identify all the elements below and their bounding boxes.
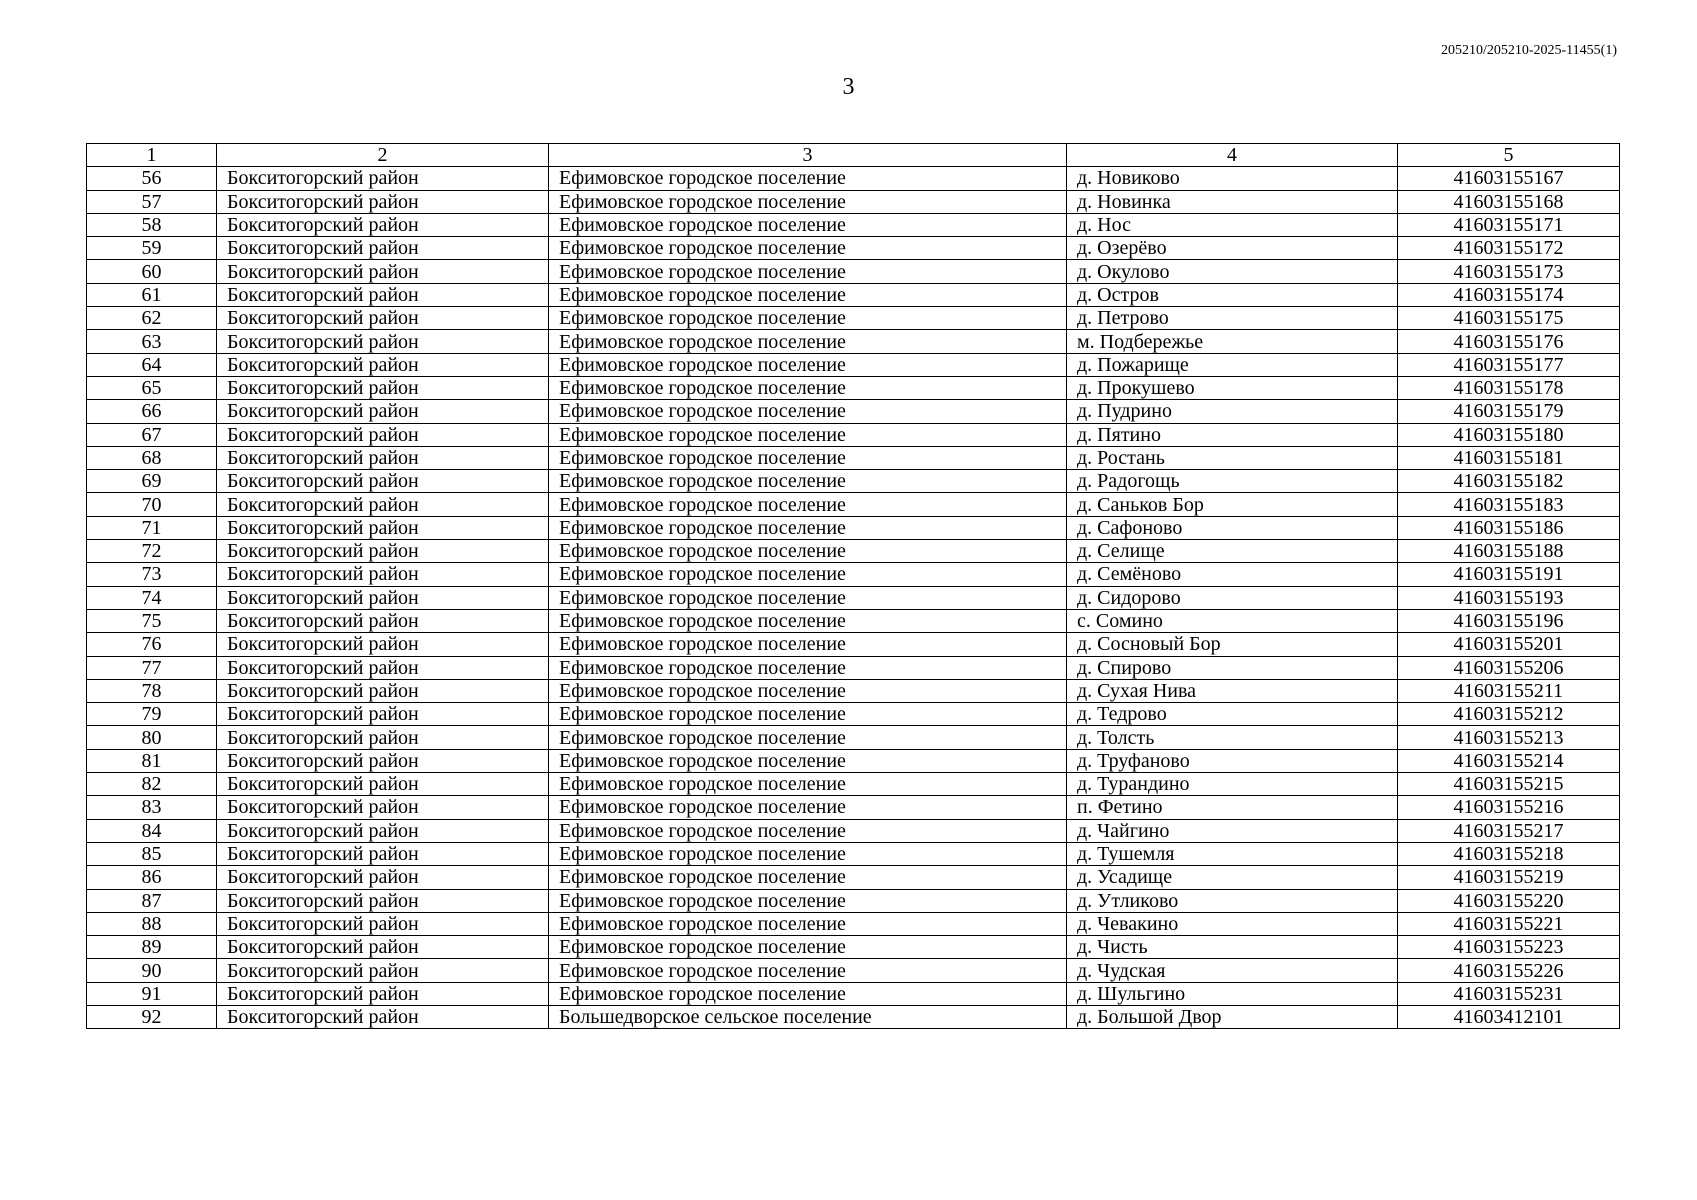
row-number: 75 [87,609,217,632]
locality-name: д. Нос [1067,213,1398,236]
settlement-name: Ефимовское городское поселение [549,842,1067,865]
table-row [87,866,1620,889]
settlement-name: Ефимовское городское поселение [549,190,1067,213]
settlement-name: Ефимовское городское поселение [549,307,1067,330]
table-row [87,703,1620,726]
settlement-name: Ефимовское городское поселение [549,400,1067,423]
oktmo-code: 41603155220 [1398,889,1620,912]
district-name: Бокситогорский район [217,237,549,260]
district-name: Бокситогорский район [217,376,549,399]
locality-name: д. Окулово [1067,260,1398,283]
table-row [87,167,1620,190]
district-name: Бокситогорский район [217,773,549,796]
settlement-name: Ефимовское городское поселение [549,540,1067,563]
settlement-name: Ефимовское городское поселение [549,819,1067,842]
oktmo-code: 41603155183 [1398,493,1620,516]
locality-name: д. Сидорово [1067,586,1398,609]
locality-name: м. Подбережье [1067,330,1398,353]
locality-name: д. Пудрино [1067,400,1398,423]
table-row [87,586,1620,609]
settlement-name: Ефимовское городское поселение [549,330,1067,353]
settlement-name: Ефимовское городское поселение [549,912,1067,935]
row-number: 67 [87,423,217,446]
oktmo-code: 41603155231 [1398,982,1620,1005]
column-header-1: 1 [87,144,217,167]
table-row [87,330,1620,353]
table-row [87,470,1620,493]
oktmo-code: 41603155176 [1398,330,1620,353]
oktmo-code: 41603155193 [1398,586,1620,609]
oktmo-code: 41603155214 [1398,749,1620,772]
row-number: 69 [87,470,217,493]
settlement-name: Ефимовское городское поселение [549,889,1067,912]
district-name: Бокситогорский район [217,679,549,702]
locality-name: д. Сафоново [1067,516,1398,539]
settlement-name: Ефимовское городское поселение [549,493,1067,516]
oktmo-code: 41603155201 [1398,633,1620,656]
oktmo-code: 41603155167 [1398,167,1620,190]
table-row [87,889,1620,912]
table-row [87,982,1620,1005]
district-name: Бокситогорский район [217,936,549,959]
settlement-name: Большедворское сельское поселение [549,1005,1067,1028]
district-name: Бокситогорский район [217,912,549,935]
table-row [87,400,1620,423]
settlement-name: Ефимовское городское поселение [549,213,1067,236]
row-number: 60 [87,260,217,283]
oktmo-code: 41603155213 [1398,726,1620,749]
table-row [87,540,1620,563]
locality-name: с. Сомино [1067,609,1398,632]
table-row [87,819,1620,842]
row-number: 59 [87,237,217,260]
district-name: Бокситогорский район [217,656,549,679]
row-number: 83 [87,796,217,819]
locality-name: д. Пятино [1067,423,1398,446]
table-row [87,307,1620,330]
settlement-name: Ефимовское городское поселение [549,423,1067,446]
row-number: 84 [87,819,217,842]
locality-name: д. Семёново [1067,563,1398,586]
table-row [87,749,1620,772]
oktmo-code: 41603155171 [1398,213,1620,236]
oktmo-code: 41603155219 [1398,866,1620,889]
row-number: 63 [87,330,217,353]
table-row [87,633,1620,656]
row-number: 86 [87,866,217,889]
district-name: Бокситогорский район [217,819,549,842]
row-number: 78 [87,679,217,702]
oktmo-code: 41603412101 [1398,1005,1620,1028]
locality-name: д. Толсть [1067,726,1398,749]
settlement-name: Ефимовское городское поселение [549,773,1067,796]
district-name: Бокситогорский район [217,400,549,423]
oktmo-code: 41603155178 [1398,376,1620,399]
settlement-name: Ефимовское городское поселение [549,959,1067,982]
locality-name: д. Петрово [1067,307,1398,330]
oktmo-code: 41603155223 [1398,936,1620,959]
row-number: 88 [87,912,217,935]
row-number: 92 [87,1005,217,1028]
row-number: 71 [87,516,217,539]
row-number: 62 [87,307,217,330]
row-number: 74 [87,586,217,609]
district-name: Бокситогорский район [217,353,549,376]
settlement-name: Ефимовское городское поселение [549,866,1067,889]
oktmo-code: 41603155186 [1398,516,1620,539]
district-name: Бокситогорский район [217,213,549,236]
oktmo-code: 41603155216 [1398,796,1620,819]
locality-name: д. Саньков Бор [1067,493,1398,516]
settlements-table [86,143,1620,1029]
settlement-name: Ефимовское городское поселение [549,749,1067,772]
row-number: 89 [87,936,217,959]
table-body [87,167,1620,1029]
row-number: 77 [87,656,217,679]
district-name: Бокситогорский район [217,167,549,190]
district-name: Бокситогорский район [217,703,549,726]
oktmo-code: 41603155172 [1398,237,1620,260]
locality-name: д. Ростань [1067,446,1398,469]
table-row [87,493,1620,516]
table-row [87,283,1620,306]
document-id: 205210/205210-2025-11455(1) [1440,43,1617,58]
locality-name: д. Труфаново [1067,749,1398,772]
oktmo-code: 41603155211 [1398,679,1620,702]
row-number: 91 [87,982,217,1005]
table-row [87,423,1620,446]
oktmo-code: 41603155175 [1398,307,1620,330]
oktmo-code: 41603155177 [1398,353,1620,376]
table-row [87,376,1620,399]
district-name: Бокситогорский район [217,493,549,516]
district-name: Бокситогорский район [217,190,549,213]
district-name: Бокситогорский район [217,866,549,889]
page-number: 3 [842,74,855,100]
settlement-name: Ефимовское городское поселение [549,237,1067,260]
oktmo-code: 41603155180 [1398,423,1620,446]
district-name: Бокситогорский район [217,726,549,749]
settlement-name: Ефимовское городское поселение [549,609,1067,632]
table-row [87,796,1620,819]
table-row [87,656,1620,679]
district-name: Бокситогорский район [217,330,549,353]
table-row [87,1005,1620,1028]
district-name: Бокситогорский район [217,470,549,493]
row-number: 90 [87,959,217,982]
settlement-name: Ефимовское городское поселение [549,726,1067,749]
locality-name: д. Остров [1067,283,1398,306]
oktmo-code: 41603155188 [1398,540,1620,563]
settlement-name: Ефимовское городское поселение [549,283,1067,306]
oktmo-code: 41603155217 [1398,819,1620,842]
row-number: 87 [87,889,217,912]
locality-name: д. Селище [1067,540,1398,563]
district-name: Бокситогорский район [217,446,549,469]
table-row [87,773,1620,796]
oktmo-code: 41603155179 [1398,400,1620,423]
district-name: Бокситогорский район [217,563,549,586]
table-row [87,912,1620,935]
locality-name: д. Прокушево [1067,376,1398,399]
row-number: 56 [87,167,217,190]
oktmo-code: 41603155174 [1398,283,1620,306]
row-number: 79 [87,703,217,726]
settlement-name: Ефимовское городское поселение [549,516,1067,539]
column-header-4: 4 [1067,144,1398,167]
district-name: Бокситогорский район [217,633,549,656]
locality-name: д. Шульгино [1067,982,1398,1005]
oktmo-code: 41603155206 [1398,656,1620,679]
locality-name: д. Сухая Нива [1067,679,1398,702]
row-number: 68 [87,446,217,469]
locality-name: д. Озерёво [1067,237,1398,260]
table-header-row [87,144,1620,167]
district-name: Бокситогорский район [217,283,549,306]
district-name: Бокситогорский район [217,516,549,539]
table-row [87,190,1620,213]
table-row [87,563,1620,586]
locality-name: д. Чисть [1067,936,1398,959]
district-name: Бокситогорский район [217,1005,549,1028]
row-number: 58 [87,213,217,236]
settlement-name: Ефимовское городское поселение [549,586,1067,609]
column-header-5: 5 [1398,144,1620,167]
locality-name: д. Турандино [1067,773,1398,796]
settlement-name: Ефимовское городское поселение [549,936,1067,959]
oktmo-code: 41603155215 [1398,773,1620,796]
settlement-name: Ефимовское городское поселение [549,376,1067,399]
settlement-name: Ефимовское городское поселение [549,982,1067,1005]
table-row [87,353,1620,376]
table-row [87,609,1620,632]
district-name: Бокситогорский район [217,842,549,865]
settlement-name: Ефимовское городское поселение [549,260,1067,283]
oktmo-code: 41603155218 [1398,842,1620,865]
row-number: 66 [87,400,217,423]
row-number: 72 [87,540,217,563]
row-number: 64 [87,353,217,376]
district-name: Бокситогорский район [217,540,549,563]
locality-name: д. Новинка [1067,190,1398,213]
row-number: 85 [87,842,217,865]
district-name: Бокситогорский район [217,260,549,283]
oktmo-code: 41603155212 [1398,703,1620,726]
district-name: Бокситогорский район [217,889,549,912]
settlement-name: Ефимовское городское поселение [549,633,1067,656]
table-row [87,213,1620,236]
table-row [87,237,1620,260]
table-row [87,516,1620,539]
table-row [87,679,1620,702]
settlement-name: Ефимовское городское поселение [549,656,1067,679]
district-name: Бокситогорский район [217,959,549,982]
district-name: Бокситогорский район [217,982,549,1005]
district-name: Бокситогорский район [217,749,549,772]
row-number: 81 [87,749,217,772]
table-row [87,842,1620,865]
settlement-name: Ефимовское городское поселение [549,703,1067,726]
locality-name: д. Большой Двор [1067,1005,1398,1028]
district-name: Бокситогорский район [217,796,549,819]
row-number: 82 [87,773,217,796]
row-number: 73 [87,563,217,586]
column-header-2: 2 [217,144,549,167]
table-row [87,446,1620,469]
locality-name: д. Чудская [1067,959,1398,982]
column-header-3: 3 [549,144,1067,167]
row-number: 65 [87,376,217,399]
locality-name: д. Радогощь [1067,470,1398,493]
district-name: Бокситогорский район [217,307,549,330]
locality-name: д. Спирово [1067,656,1398,679]
settlement-name: Ефимовское городское поселение [549,446,1067,469]
table-row [87,726,1620,749]
row-number: 57 [87,190,217,213]
locality-name: д. Утликово [1067,889,1398,912]
locality-name: д. Тушемля [1067,842,1398,865]
oktmo-code: 41603155182 [1398,470,1620,493]
oktmo-code: 41603155173 [1398,260,1620,283]
locality-name: д. Пожарище [1067,353,1398,376]
locality-name: д. Усадище [1067,866,1398,889]
row-number: 76 [87,633,217,656]
oktmo-code: 41603155196 [1398,609,1620,632]
locality-name: д. Чайгино [1067,819,1398,842]
district-name: Бокситогорский район [217,423,549,446]
settlement-name: Ефимовское городское поселение [549,353,1067,376]
table-row [87,260,1620,283]
settlement-name: Ефимовское городское поселение [549,563,1067,586]
table-row [87,959,1620,982]
settlement-name: Ефимовское городское поселение [549,470,1067,493]
oktmo-code: 41603155226 [1398,959,1620,982]
district-name: Бокситогорский район [217,609,549,632]
table-row [87,936,1620,959]
oktmo-code: 41603155191 [1398,563,1620,586]
locality-name: д. Тедрово [1067,703,1398,726]
locality-name: д. Новиково [1067,167,1398,190]
settlement-name: Ефимовское городское поселение [549,796,1067,819]
district-name: Бокситогорский район [217,586,549,609]
locality-name: д. Чевакино [1067,912,1398,935]
settlement-name: Ефимовское городское поселение [549,679,1067,702]
oktmo-code: 41603155168 [1398,190,1620,213]
row-number: 80 [87,726,217,749]
row-number: 61 [87,283,217,306]
locality-name: п. Фетино [1067,796,1398,819]
row-number: 70 [87,493,217,516]
locality-name: д. Сосновый Бор [1067,633,1398,656]
oktmo-code: 41603155221 [1398,912,1620,935]
settlement-name: Ефимовское городское поселение [549,167,1067,190]
oktmo-code: 41603155181 [1398,446,1620,469]
